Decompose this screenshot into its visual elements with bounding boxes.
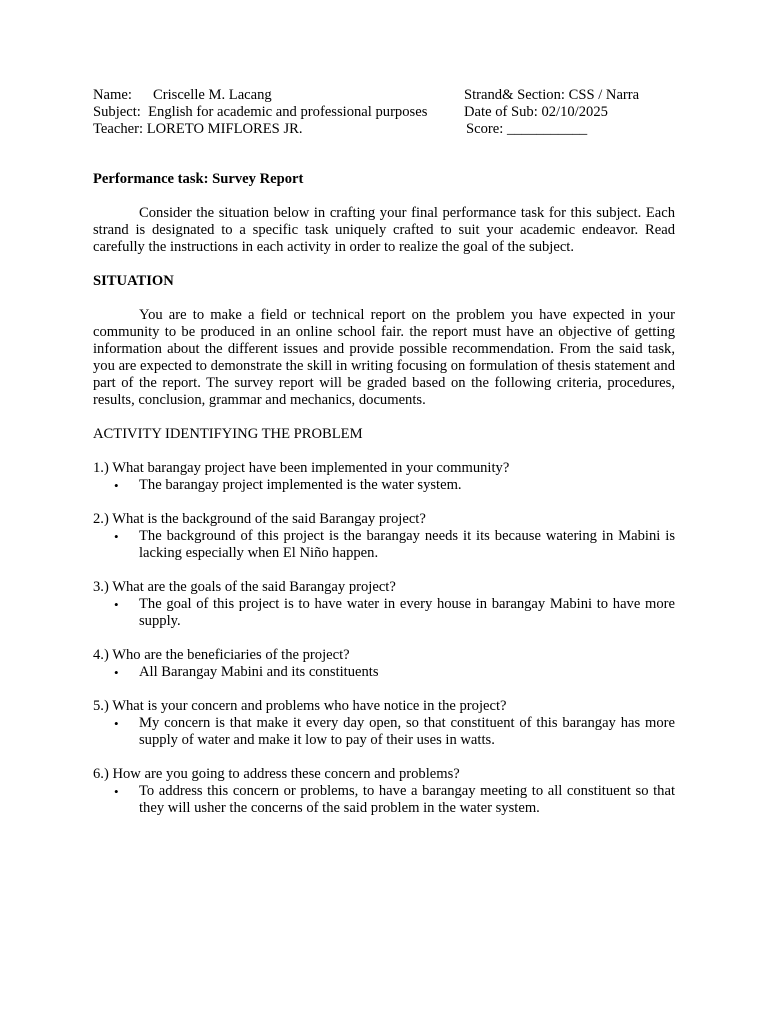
answer-item (93, 715, 675, 749)
document-content (93, 87, 675, 817)
teacher-value: LORETO MIFLORES JR. (146, 121, 303, 137)
answer-list (93, 783, 675, 817)
strand-label: Strand& Section: (464, 87, 565, 103)
teacher-label: Teacher: (93, 121, 144, 137)
question-item-5 (93, 698, 675, 749)
question-text: 2.) What is the background of the said Barangay project? (93, 511, 426, 527)
teacher-field (93, 121, 303, 138)
answer-list (93, 528, 675, 562)
date-label: Date of Sub: (464, 104, 538, 120)
answer-text: To address this concern or problems, to have a barangay meeting to all constituent so that they will usher the concerns of the said problem in the water system. (139, 783, 675, 816)
situation-paragraph: You are to make a field or technical report on the problem you have expected in your community to be produced in an online school fair. the report must have an objective of getting information about the different issues and provide possible recommendation. From the said task, you are expected to demonstrate the skill in writing focusing on formulation of thesis statement and part of the report. The survey report will be graded based on the following criteria, procedures, results, conclusion, grammar and mechanics, documents. (93, 307, 675, 408)
answer-text: The barangay project implemented is the water system. (139, 477, 462, 493)
intro-paragraph: Consider the situation below in crafting your final performance task for this subject. Each strand is designated to a specific task uniquely crafted to suit your academic endeavor. Read carefully the instructions in each activity in order to realize the goal of the subject. (93, 205, 675, 255)
name-label: Name: (93, 87, 132, 103)
score-label: Score: (466, 121, 504, 137)
bullet-icon: • (114, 529, 119, 544)
answer-list (93, 715, 675, 749)
subject-field (93, 104, 427, 121)
answer-list (93, 596, 675, 630)
bullet-icon: • (114, 784, 119, 799)
bullet-icon: • (114, 478, 119, 493)
question-text: 4.) Who are the beneficiaries of the project? (93, 647, 350, 663)
answer-list (93, 664, 675, 681)
bullet-icon: • (114, 665, 119, 680)
answer-item (93, 783, 675, 817)
score-field (466, 121, 587, 138)
answer-list (93, 477, 675, 494)
answer-text: The goal of this project is to have water in every house in barangay Mabini to have more supply. (139, 596, 675, 629)
question-item-1 (93, 460, 675, 494)
score-value: ___________ (506, 121, 588, 137)
question-item-6 (93, 766, 675, 817)
question-item-4 (93, 647, 675, 681)
subject-label: Subject: (93, 104, 141, 120)
strand-field (464, 87, 639, 104)
name-field (93, 87, 272, 104)
subject-value: English for academic and professional purposes (148, 104, 428, 120)
question-text: 3.) What are the goals of the said Barangay project? (93, 579, 396, 595)
strand-value: CSS / Narra (568, 87, 640, 103)
question-text: 5.) What is your concern and problems who have notice in the project? (93, 698, 507, 714)
header-row-subject (93, 104, 675, 121)
answer-text: My concern is that make it every day open, so that constituent of this barangay has more supply of water and make it low to pay of their uses in watts. (139, 715, 675, 748)
bullet-icon: • (114, 716, 119, 731)
activity-heading: ACTIVITY IDENTIFYING THE PROBLEM (93, 426, 363, 442)
date-field (464, 104, 608, 121)
answer-text: All Barangay Mabini and its constituents (139, 664, 379, 680)
question-item-2 (93, 511, 675, 562)
answer-item (93, 664, 675, 681)
answer-item (93, 528, 675, 562)
answer-text: The background of this project is the barangay needs it its because watering in Mabini is lacking especially when El Niño happen. (139, 528, 675, 561)
situation-heading: SITUATION (93, 273, 174, 289)
question-text: 6.) How are you going to address these concern and problems? (93, 766, 460, 782)
question-text: 1.) What barangay project have been implemented in your community? (93, 460, 510, 476)
header-row-name (93, 87, 675, 104)
question-item-3 (93, 579, 675, 630)
date-value: 02/10/2025 (541, 104, 608, 120)
header-row-teacher (93, 121, 675, 138)
answer-item (93, 477, 675, 494)
name-value: Criscelle M. Lacang (153, 87, 272, 103)
task-title: Performance task: Survey Report (93, 171, 304, 187)
bullet-icon: • (114, 597, 119, 612)
answer-item (93, 596, 675, 630)
